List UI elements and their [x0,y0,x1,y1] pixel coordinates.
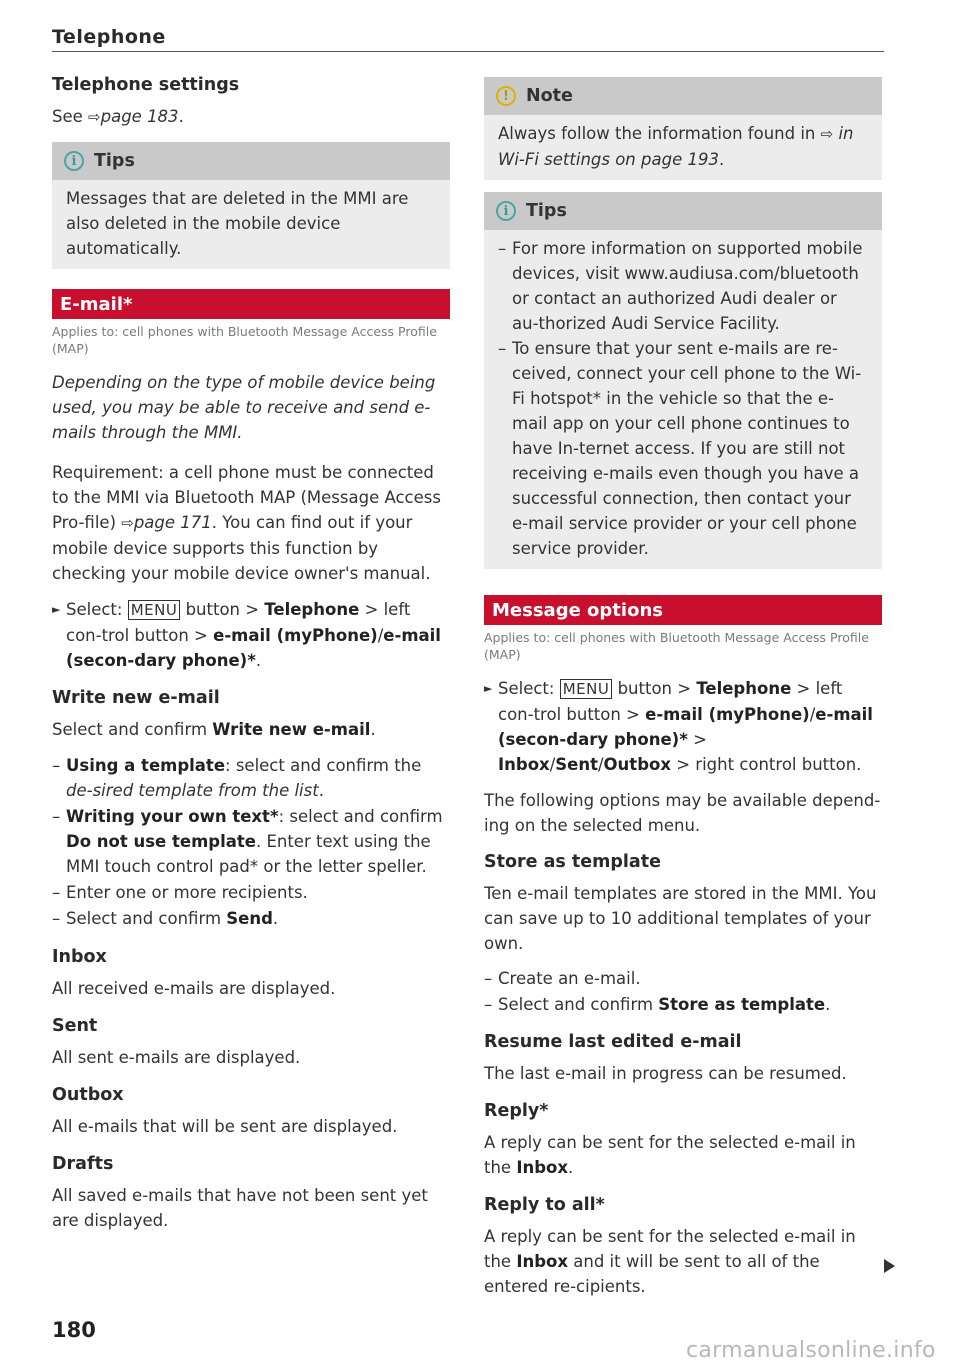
outbox-text: All e-mails that will be sent are displayed. [52,1117,398,1136]
reply-to-all-heading: Reply to all* [484,1195,605,1215]
page-ref-link[interactable]: in Wi-Fi settings on page 193 [498,124,854,169]
write-options-list [52,753,450,931]
tips-label: Tips [526,201,567,221]
telephone-settings-see: See ⇨page 183. [52,107,184,126]
step-arrow-icon: ► [52,603,61,616]
sent-heading: Sent [52,1016,98,1036]
page-header-title: Telephone [52,26,166,48]
store-list [484,966,882,1017]
menu-key: MENU [560,679,613,699]
info-icon: i [496,201,516,221]
list-item: – Writing your own text*: select and confirm Do not use template. Enter text using the MMI touch control pad* or the letter speller. [52,807,443,876]
note-box [484,77,882,180]
applies-to-text: Applies to: cell phones with Bluetooth Message Access Profile (MAP) [484,630,869,662]
select-step: ► Select: MENU button > Telephone > left con-trol button > e-mail (myPhone)/e-mail (secon-dary phone)*. [52,597,450,673]
requirement-text: Requirement: a cell phone must be connected to the MMI via Bluetooth MAP (Message Access Pro-file) ⇨page 171. You can find out if your mobile device supports this function by checking your mobile device owner's manual. [52,463,441,583]
list-item: – Using a template: select and confirm the de-sired template from the list. [52,756,422,800]
reply-heading: Reply* [484,1101,549,1121]
inbox-heading: Inbox [52,947,107,967]
tips-box-header [52,142,450,180]
info-icon: i [64,151,84,171]
ref-arrow-icon: ⇨ [121,514,134,532]
list-item: – Enter one or more recipients. [52,883,308,902]
page-ref-link[interactable]: page 183 [100,107,179,126]
section-bar-message-options: Message options [484,595,882,625]
reply-text: A reply can be sent for the selected e-mail in the Inbox. [484,1133,856,1177]
store-as-template-heading: Store as template [484,852,661,872]
reply-to-all-text: A reply can be sent for the selected e-mail in the Inbox and it will be sent to all of the entered re-cipients. [484,1227,856,1296]
email-intro: Depending on the type of mobile device being used, you may be able to receive and send e-mails through the MMI. [52,373,436,442]
list-item: – Select and confirm Send. [52,909,279,928]
warning-icon: ! [496,86,516,106]
section-bar-email: E-mail* [52,289,450,319]
list-item: – For more information on supported mobile devices, visit www.audiusa.com/bluetooth or contact an authorized Audi dealer or au-thorized Audi Service Facility. [498,239,863,333]
tips-text: Messages that are deleted in the MMI are also deleted in the mobile device automatically. [66,189,409,258]
tips-list [484,230,882,569]
list-item: – Select and confirm Store as template. [484,995,831,1014]
page-number: 180 [52,1318,96,1342]
tips-box [484,192,882,569]
list-item: – To ensure that your sent e-mails are re-ceived, connect your cell phone to the Wi-Fi hotspot* in the vehicle so that the e-mail app on your cell phone continues to have In-ternet access. If you are still not receiving e-mails even though you have a successful connection, then contact your e-mail service provider or your cell phone service provider. [498,339,862,558]
resume-text: The last e-mail in progress can be resumed. [484,1064,847,1083]
select-step: ► Select: MENU button > Telephone > left con-trol button > e-mail (myPhone)/e-mail (secon-dary phone)* > Inbox/Sent/Outbox > right control button. [484,676,882,777]
ref-arrow-icon: ⇨ [88,108,101,126]
ref-arrow-icon: ⇨ [820,125,834,143]
list-item: – Create an e-mail. [484,969,641,988]
sent-text: All sent e-mails are displayed. [52,1048,301,1067]
write-new-email-text: Select and confirm Write new e-mail. [52,720,376,739]
tips-box-header [484,192,882,230]
options-text: The following options may be available depend-ing on the selected menu. [484,791,881,835]
write-new-email-heading: Write new e-mail [52,688,220,708]
page-ref-link[interactable]: page 171 [133,513,212,532]
telephone-settings-heading: Telephone settings [52,75,240,95]
store-as-template-text: Ten e-mail templates are stored in the MMI. You can save up to 10 additional templates of your own. [484,884,877,953]
note-box-header [484,77,882,115]
right-column [484,60,882,1299]
left-column [52,60,450,1233]
resume-heading: Resume last edited e-mail [484,1032,742,1052]
note-label: Note [526,86,573,106]
outbox-heading: Outbox [52,1085,124,1105]
header-rule [52,51,884,52]
drafts-text: All saved e-mails that have not been sent yet are displayed. [52,1186,428,1230]
note-text: Always follow the information found in ⇨ in Wi-Fi settings on page 193. [498,124,854,169]
drafts-heading: Drafts [52,1154,114,1174]
menu-key: MENU [128,600,181,620]
continue-arrow-icon [884,1259,895,1273]
watermark: carmanualsonline.info [686,1338,936,1363]
step-arrow-icon: ► [484,682,493,695]
applies-to-text: Applies to: cell phones with Bluetooth Message Access Profile (MAP) [52,324,437,356]
tips-box [52,142,450,269]
inbox-text: All received e-mails are displayed. [52,979,336,998]
tips-label: Tips [94,151,135,171]
